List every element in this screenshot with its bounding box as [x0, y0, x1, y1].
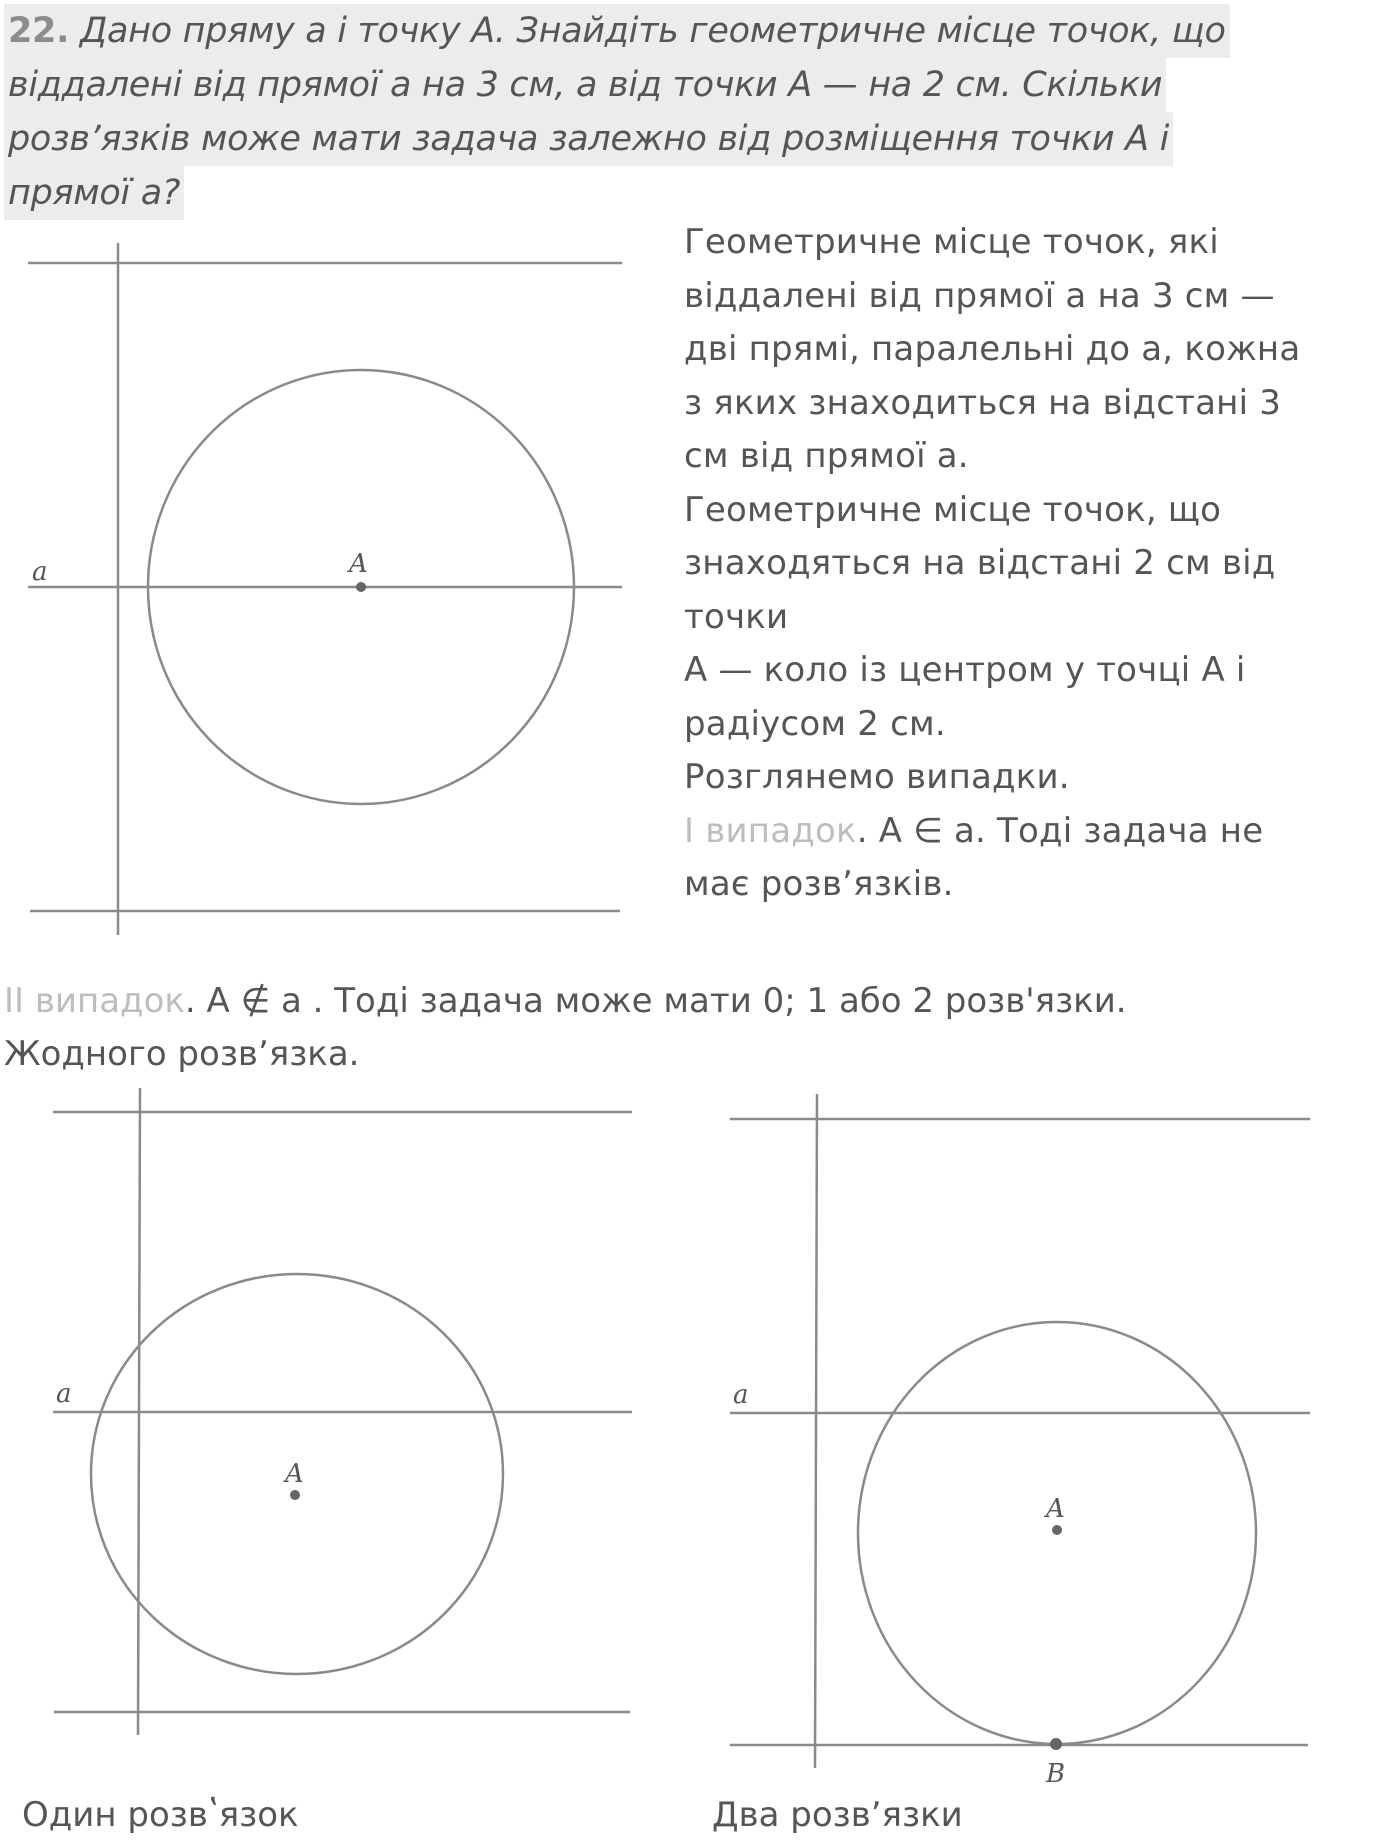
caption-two-solutions: Два розв’язки	[712, 1795, 963, 1835]
case2-subtitle: Жодного розв’язка.	[4, 1034, 360, 1074]
explanation-line: А — коло із центром у точці А і	[684, 650, 1246, 690]
explanation-line: точки	[684, 596, 789, 637]
explanation-line: Розглянемо випадки.	[684, 757, 1070, 797]
point-a-dot	[290, 1490, 300, 1500]
caption-one-solution: Один розвʽязок	[22, 1795, 299, 1835]
point-a-label: A	[1046, 1494, 1065, 1524]
explanation-line: Геометричне місце точок, які	[684, 222, 1219, 262]
case1-line-2: має розв’язків.	[684, 864, 954, 904]
explanation-line: віддалені від прямої а на 3 см —	[684, 275, 1275, 316]
line-a-label: a	[56, 1379, 72, 1409]
explanation-line: дві прямі, паралельні до а, кожна	[684, 329, 1301, 369]
figure-1	[28, 243, 622, 935]
figure-3	[730, 1094, 1310, 1768]
case2-label: ІІ випадок	[4, 981, 185, 1021]
problem-line-1-text: Дано пряму а і точку А. Знайдіть геометричне місце точок, що	[79, 11, 1226, 51]
point-b-label: B	[1046, 1759, 1066, 1789]
case2-statement: . А ∉ а . Тоді задача може мати 0; 1 або 2 розв'язки.	[184, 981, 1127, 1021]
perpendicular-line	[815, 1094, 817, 1768]
problem-line-3: розв’язків може мати задача залежно від розміщення точки А і	[4, 112, 1173, 166]
perpendicular-line	[138, 1088, 140, 1735]
explanation-line: Геометричне місце точок, що	[684, 489, 1222, 530]
problem-line-4: прямої а?	[4, 166, 184, 220]
explanation-line: з яких знаходиться на відстані 3	[684, 382, 1282, 423]
line-a-label: a	[32, 557, 48, 587]
point-b-dot	[1050, 1738, 1062, 1750]
line-a-label: a	[733, 1380, 749, 1410]
problem-number: 22.	[8, 11, 70, 51]
point-a-dot	[1052, 1525, 1062, 1535]
explanation-line: знаходяться на відстані 2 см від	[684, 543, 1276, 583]
point-a-label: A	[285, 1459, 304, 1489]
problem-line-2: віддалені від прямої а на 3 см, а від точки А — на 2 см. Скільки	[4, 58, 1166, 112]
explanation-line: см від прямої а.	[684, 436, 969, 476]
case1-label: І випадок	[684, 810, 857, 851]
point-a-label: A	[349, 549, 368, 579]
point-a-dot	[356, 582, 366, 592]
explanation-line: радіусом 2 см.	[684, 703, 946, 744]
case1-text: . А ∈ а. Тоді задача не	[856, 810, 1264, 851]
figure-2	[53, 1088, 632, 1735]
